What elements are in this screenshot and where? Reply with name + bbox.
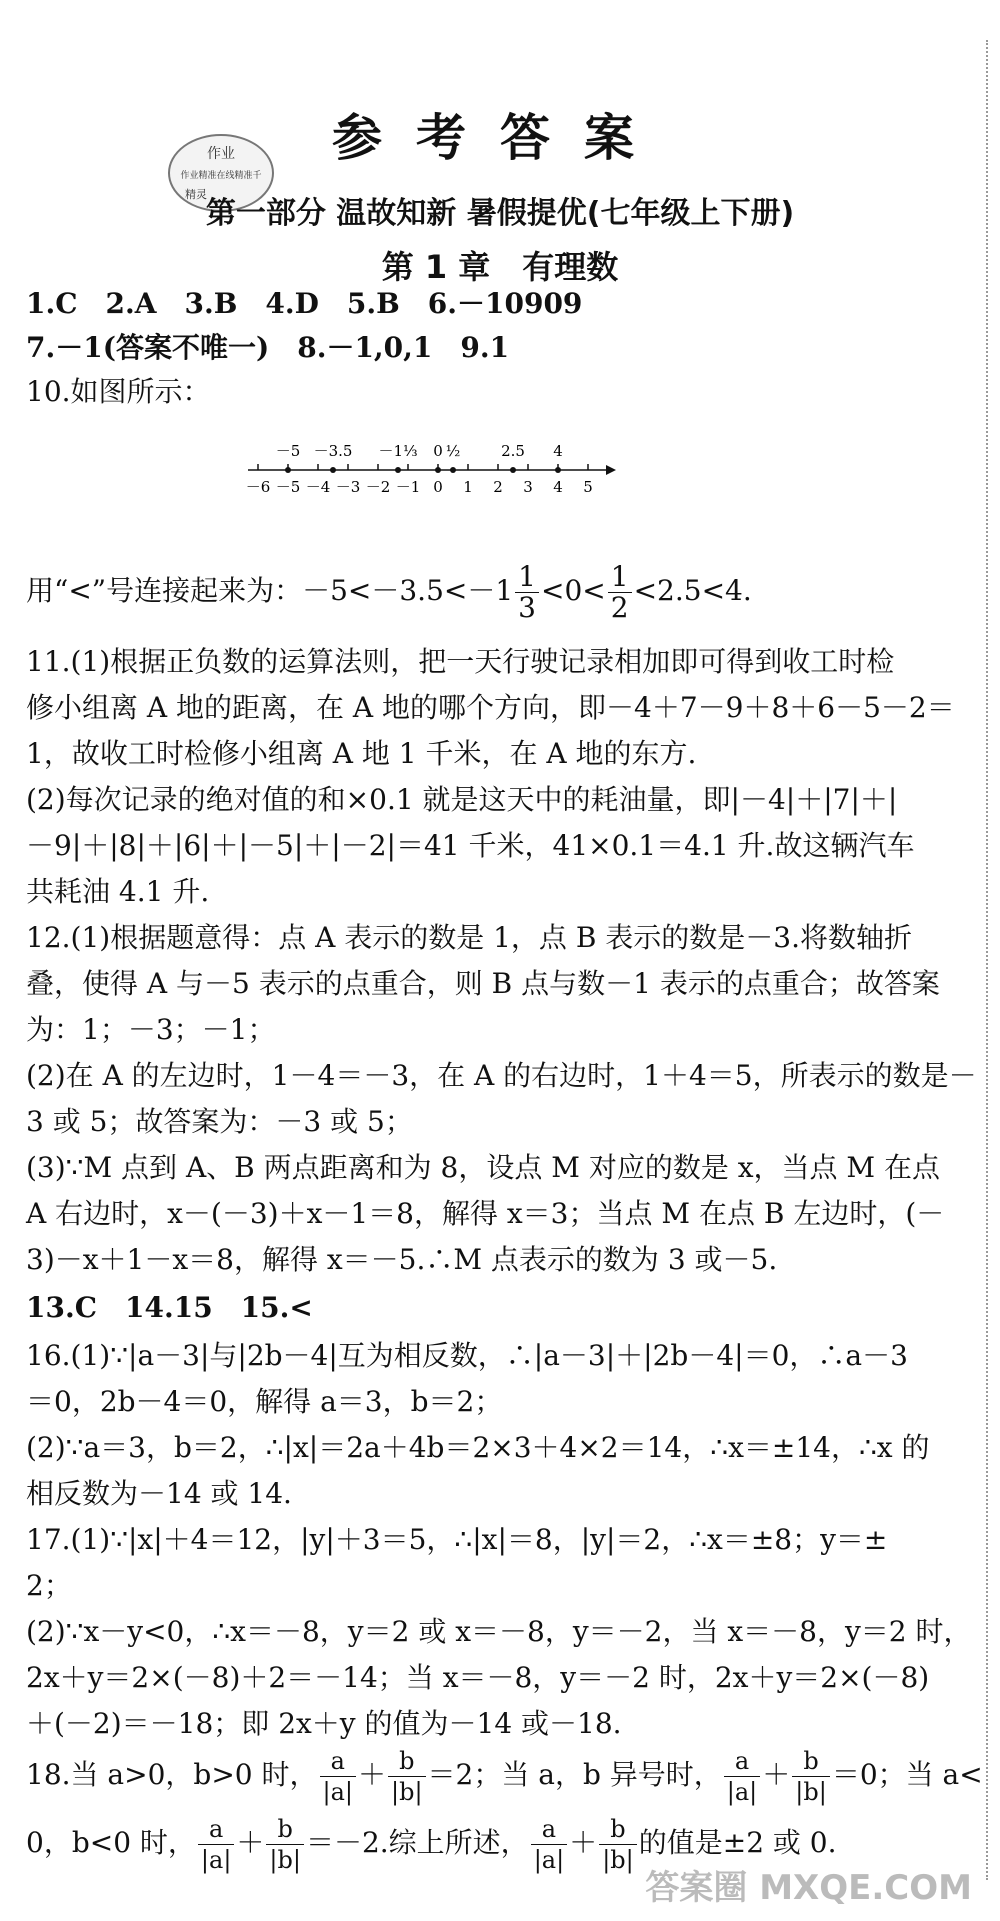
c1-line23: 相反数为－14 或 14. [26, 1477, 292, 1510]
number-line-point [330, 467, 336, 473]
number-line-point-label: －5 [275, 442, 301, 460]
number-line-point [450, 467, 456, 473]
number-line-tick-label: －3 [335, 478, 361, 496]
q18-text-b: ＝2；当 a，b 异号时， [427, 1758, 722, 1791]
c1-line25: 2； [26, 1569, 72, 1602]
number-line-tick-label: 4 [553, 478, 563, 496]
number-line-point-label: ½ [445, 442, 461, 460]
q18-text-f: 的值是±2 或 0. [638, 1826, 837, 1859]
number-line [244, 420, 624, 520]
number-line-point-label: 4 [553, 442, 563, 460]
q18-text-c: ＝0；当 a< [831, 1758, 983, 1791]
number-line-tick-label: －2 [365, 478, 391, 496]
c1-line27: 2x＋y＝2×(－8)＋2＝－14；当 x＝－8，y＝－2 时，2x＋y＝2×(－8) [26, 1661, 930, 1694]
number-line-tick-label: 1 [463, 478, 473, 496]
c1-line16: (3)∵M 点到 A、B 两点距离和为 8，设点 M 对应的数是 x，当点 M 在点 [26, 1151, 940, 1184]
q18-text-a: 18.当 a>0，b>0 时， [26, 1758, 318, 1791]
c1-line18: 3)－x＋1－x＝8，解得 x＝－5.∴M 点表示的数为 3 或－5. [26, 1243, 778, 1276]
c1-line22: (2)∵a＝3，b＝2，∴|x|＝2a＋4b＝2×3＋4×2＝14，∴x＝±14，∴x 的 [26, 1431, 930, 1464]
c1-line13: 为：1；－3；－1； [26, 1013, 276, 1046]
plus-sign: ＋ [762, 1758, 791, 1791]
fraction-a-over-abs-a: $\frac{a}{|a|}$ [531, 1814, 567, 1875]
c1-line14: (2)在 A 的左边时，1－4＝－3，在 A 的右边时，1＋4＝5，所表示的数是－ [26, 1059, 977, 1092]
c1-line7: 1，故收工时检修小组离 A 地 1 千米，在 A 地的东方. [26, 737, 697, 770]
number-line-point-label: 0 [433, 442, 443, 460]
q18-text-e: ＝－2.综上所述， [305, 1826, 529, 1859]
c1-line3: 10.如图所示： [26, 375, 211, 408]
c1-line10: 共耗油 4.1 升. [26, 875, 210, 908]
q18-text-d: 0，b<0 时， [26, 1826, 196, 1859]
number-line-point [555, 467, 561, 473]
number-line-point [510, 467, 516, 473]
stamp-text-bottom: 精灵 [185, 188, 207, 201]
c1-line17: A 右边时，x－(－3)＋x－1＝8，解得 x＝3；当点 M 在点 B 左边时，(－ [26, 1197, 945, 1230]
number-line-tick-label: 2 [493, 478, 503, 496]
number-line-tick-label: －6 [245, 478, 271, 496]
c1-line24: 17.(1)∵|x|＋4＝12，|y|＋3＝5，∴|x|＝8，|y|＝2，∴x＝±8；y＝± [26, 1523, 888, 1556]
number-line-point-label: －1⅓ [378, 442, 418, 460]
order-text-b: <0< [541, 574, 606, 607]
c1-line2: 7.－1(答案不唯一) 8.－1,0,1 9.1 [26, 331, 510, 364]
fraction-b-over-abs-b: $\frac{b}{|b|}$ [599, 1814, 637, 1875]
plus-sign: ＋ [357, 1758, 386, 1791]
c1-line20: 16.(1)∵|a－3|与|2b－4|互为相反数，∴|a－3|＋|2b－4|＝0，∴a－3 [26, 1339, 908, 1372]
order-text-c: <2.5<4. [633, 574, 752, 607]
part-title: 第一部分 温故知新 暑假提优(七年级上下册) [205, 196, 795, 231]
fraction-a-over-abs-a: $\frac{a}{|a|}$ [724, 1746, 760, 1807]
number-line-point [395, 467, 401, 473]
number-line-tick-label: 0 [433, 478, 443, 496]
c1-line4 [26, 562, 752, 623]
c1-line6: 修小组离 A 地的距离，在 A 地的哪个方向，即－4＋7－9＋8＋6－5－2＝ [26, 691, 955, 724]
c1-line15: 3 或 5；故答案为：－3 或 5； [26, 1105, 413, 1138]
c1-line26: (2)∵x－y<0，∴x＝－8，y＝2 或 x＝－8，y＝－2，当 x＝－8，y＝2 时， [26, 1615, 972, 1648]
number-line-tick-label: －4 [305, 478, 331, 496]
number-line-point [285, 467, 291, 473]
c1-line21: ＝0，2b－4＝0，解得 a＝3，b＝2； [26, 1385, 503, 1418]
stamp-text-middle: 作业精准在线精准千 [180, 171, 262, 181]
c1-line9: －9|＋|8|＋|6|＋|－5|＋|－2|＝41 千米，41×0.1＝4.1 升.故这辆汽车 [26, 829, 915, 862]
c1-line28: ＋(－2)＝－18；即 2x＋y 的值为－14 或－18. [26, 1707, 622, 1740]
c1-line29 [26, 1746, 983, 1807]
c1-line11: 12.(1)根据题意得：点 A 表示的数是 1，点 B 表示的数是－3.将数轴折 [26, 921, 913, 954]
c1-line1: 1.C 2.A 3.B 4.D 5.B 6.－10909 [26, 287, 583, 320]
number-line-tick-label: 3 [523, 478, 533, 496]
fraction-b-over-abs-b: $\frac{b}{|b|}$ [266, 1814, 304, 1875]
watermark-logo: 答案圈 MXQE.COM [645, 1868, 972, 1908]
page-edge-dotted-line [986, 40, 988, 1880]
fraction-one-third: $\frac{1}{3}$ [515, 562, 539, 623]
page-title: 参考答案 [332, 108, 668, 167]
fraction-a-over-abs-a: $\frac{a}{|a|}$ [320, 1746, 356, 1807]
fraction-b-over-abs-b: $\frac{b}{|b|}$ [792, 1746, 830, 1807]
fraction-one-half: $\frac{1}{2}$ [608, 562, 632, 623]
c1-line12: 叠，使得 A 与－5 表示的点重合，则 B 点与数－1 表示的点重合；故答案 [26, 967, 940, 1000]
number-line-point-label: 2.5 [501, 442, 525, 460]
number-line-point [435, 467, 441, 473]
number-line-point-label: －3.5 [313, 442, 353, 460]
plus-sign: ＋ [236, 1826, 265, 1859]
fraction-a-over-abs-a: $\frac{a}{|a|}$ [198, 1814, 234, 1875]
number-line-tick-label: 5 [583, 478, 593, 496]
fraction-b-over-abs-b: $\frac{b}{|b|}$ [388, 1746, 426, 1807]
stamp-text-top: 作业 [207, 146, 235, 162]
number-line-tick-label: －1 [395, 478, 421, 496]
c1-line19: 13.C 14.15 15.< [26, 1291, 313, 1324]
plus-sign: ＋ [569, 1826, 598, 1859]
order-text-a: 用“<”号连接起来为：－5<－3.5<－1 [26, 574, 514, 607]
chapter1-title: 第 1 章 有理数 [381, 248, 619, 286]
number-line-tick-label: －5 [275, 478, 301, 496]
c1-line8: (2)每次记录的绝对值的和×0.1 就是这天中的耗油量，即|－4|＋|7|＋| [26, 783, 898, 816]
c1-line5: 11.(1)根据正负数的运算法则，把一天行驶记录相加即可得到收工时检 [26, 645, 895, 678]
